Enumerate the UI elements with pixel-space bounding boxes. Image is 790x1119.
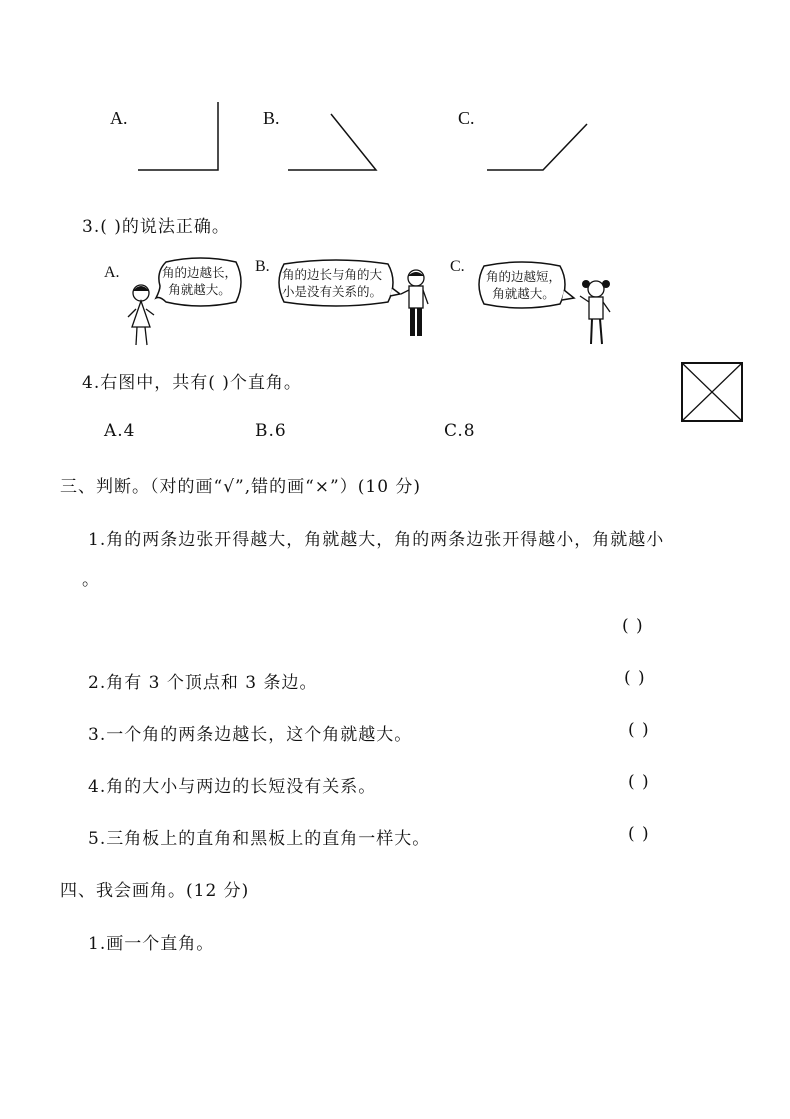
q3-b-bubble-text [282,266,382,300]
q4-stem: 4.右图中，共有( )个直角。 [82,373,302,393]
judge-item-4-answer-paren: ( ) [628,772,650,792]
q3-c-bubble-line-1: 角的边越短， [486,269,562,284]
judge-item-5: 5.三角板上的直角和黑板上的直角一样大。 [88,829,431,849]
judge-item-4: 4.角的大小与两边的长短没有关系。 [88,777,377,797]
q4-option-b: B.6 [255,421,287,441]
q3-b-bubble-line-2: 小是没有关系的。 [282,284,383,299]
q3-a-bubble-text [162,264,237,298]
q3-b-label: B. [255,258,270,275]
q3-a-bubble-line-1: 角的边越长， [162,265,238,280]
judge-item-1-answer-paren: ( ) [622,616,644,636]
boy-figure-b [398,268,434,340]
judge-item-3-answer-paren: ( ) [628,720,650,740]
q3-c-bubble-line-2: 角就越大。 [492,286,555,301]
q2-option-a-label: A. [110,108,128,128]
judge-item-2: 2.角有 3 个顶点和 3 条边。 [88,673,318,693]
square-with-diagonals-figure [681,362,743,422]
judge-item-3: 3.一个角的两条边越长，这个角就越大。 [88,725,413,745]
q3-a-label: A. [104,264,120,281]
section3-title: 三、判断。（对的画“√”,错的画“×”）(10 分) [60,477,422,497]
section4-title: 四、我会画角。(12 分) [60,881,250,901]
draw-item-1: 1.画一个直角。 [88,934,215,954]
q4-option-c: C.8 [444,421,476,441]
q2-option-b-angle [286,112,381,174]
judge-item-5-answer-paren: ( ) [628,824,650,844]
q3-c-label: C. [450,258,465,275]
q3-c-bubble-text [486,268,561,302]
q3-a-bubble-line-2: 角就越大。 [168,282,231,297]
q2-option-c-label: C. [458,108,475,128]
q2-option-c-angle [485,122,590,174]
judge-item-1-line-1: 1.角的两条边张开得越大，角就越大，角的两条边张开得越小，角就越小 [88,530,665,550]
judge-item-2-answer-paren: ( ) [624,668,646,688]
girl-figure-a [124,283,158,349]
q4-option-a: A.4 [104,421,136,441]
q3-b-bubble-line-1: 角的边长与角的大 [282,267,383,282]
q2-option-a-angle [136,100,226,175]
q2-option-b-label: B. [263,108,280,128]
girl-figure-c [576,278,616,348]
q3-stem: 3.( )的说法正确。 [82,217,230,237]
judge-item-1-line-2: 。 [82,570,100,590]
